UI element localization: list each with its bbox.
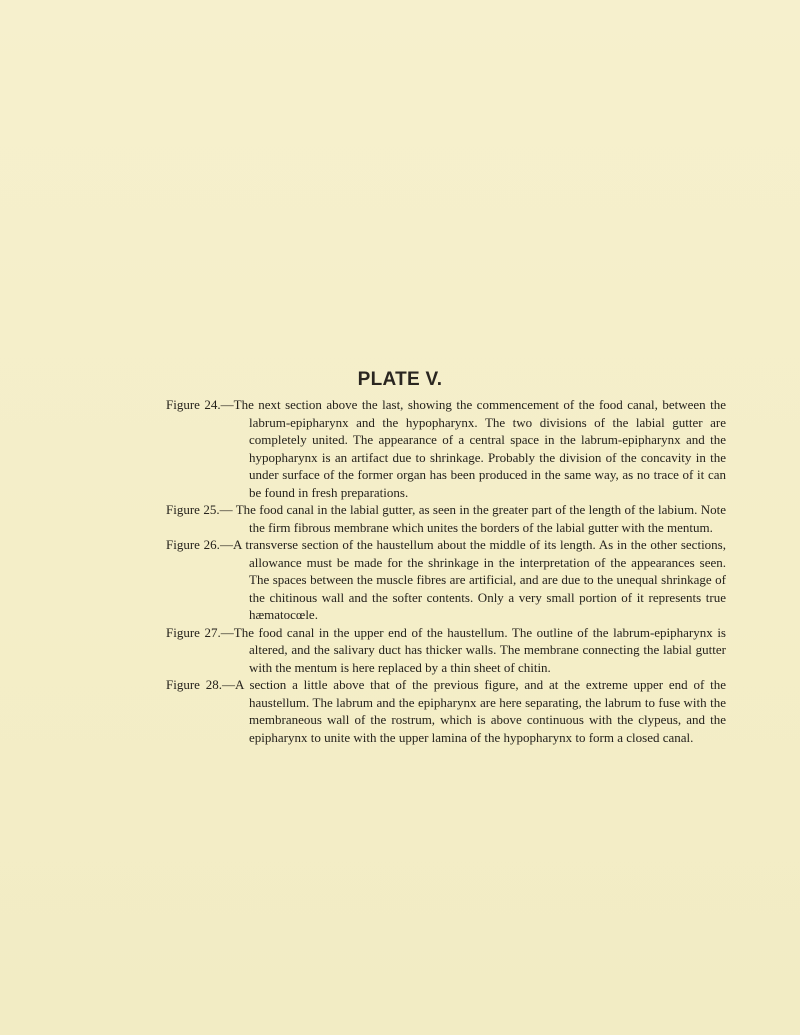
figure-text: —The food canal in the upper end of the haustellum. The outline of the labrum-epipharynx is altered, and the salivary duct has thicker walls. The membrane connecting the labial gutter with the mentum is here replaced by a thin sheet of chitin. (220, 624, 726, 675)
figure-label: Figure 25. (166, 502, 220, 517)
figure-entry-26 (166, 536, 726, 624)
figure-descriptions (166, 396, 726, 746)
figure-entry-27 (166, 624, 726, 677)
figure-label: Figure 24. (166, 397, 221, 412)
figure-text: —The next section above the last, showing the commencement of the food canal, between the labrum-epipharynx and the hypopharynx. The two divisions of the labial gutter are completely united. The appearance of a central space in the labrum-epipharynx and the hypopharynx is an artifact due to shrinkage. Probably the division of the concavity in the under surface of the former organ has been produced in the same way, as no trace of it can be found in fresh preparations. (220, 397, 726, 500)
figure-text: —A transverse section of the haustellum about the middle of its length. As in the other sections, allowance must be made for the shrinkage in the interpretation of the appearances seen. The spaces between the muscle fibres are artificial, and are due to the unequal shrinkage of the chitinous wall and the softer contents. Only a very small portion of it represents true hæmatocœle. (219, 537, 726, 622)
plate-title: PLATE V. (357, 369, 443, 390)
figure-text: — The food canal in the labial gutter, as seen in the greater part of the length of the labium. Note the firm fibrous membrane which unites the borders of the labial gutter with the mentum. (219, 502, 726, 535)
figure-entry-24 (166, 396, 726, 501)
figure-label: Figure 28. (166, 677, 222, 692)
figure-label: Figure 27. (166, 624, 221, 640)
figure-label: Figure 26. (166, 537, 220, 552)
figure-entry-25 (166, 501, 726, 536)
figure-entry-28 (166, 676, 726, 746)
figure-text: —A section a little above that of the previous figure, and at the extreme upper end of the haustellum. The labrum and the epipharynx are here separating, the labrum to fuse with the membraneous wall of the rostrum, which is above continuous with the clypeus, and the epipharynx to unite with the upper lamina of the hypopharynx to form a closed canal. (222, 677, 726, 745)
